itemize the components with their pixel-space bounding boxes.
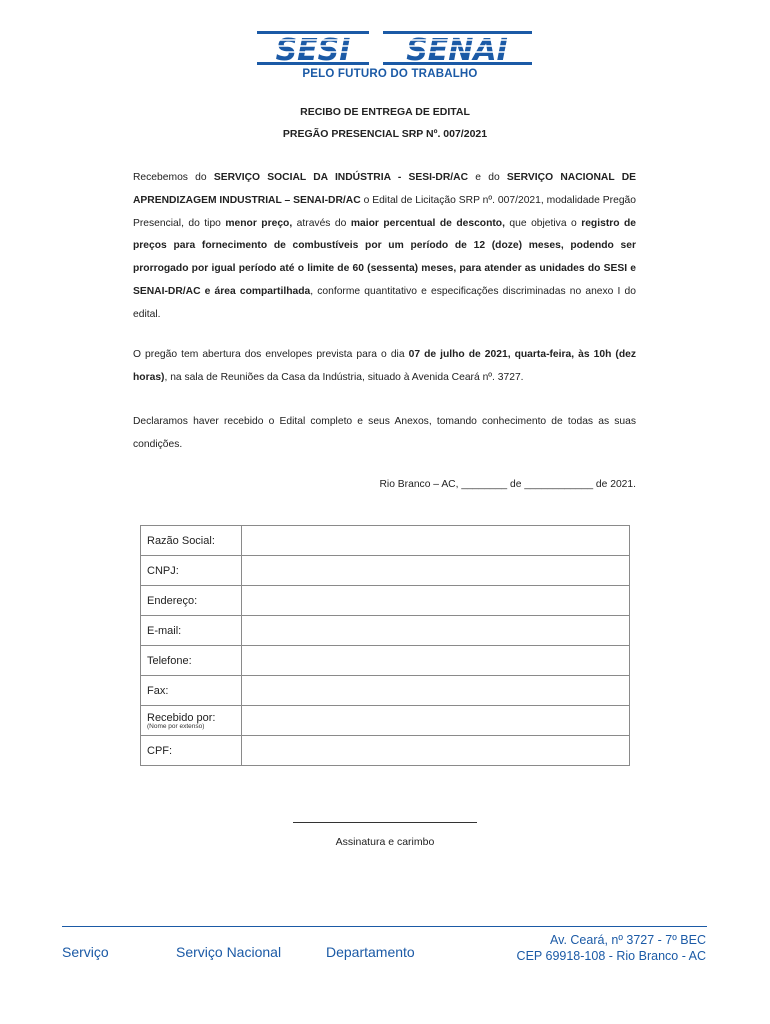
p1-text-a: Recebemos do xyxy=(133,172,214,183)
form-sublabel: (Nome por extenso) xyxy=(147,722,205,730)
p1-text-e: o Edital de Licitação SRP nº. 007/2021, modalidade Pregão Presencial, do tipo xyxy=(133,194,636,229)
form-row xyxy=(141,586,630,616)
logo-tagline: PELO FUTURO DO TRABALHO xyxy=(302,68,478,80)
form-value-field[interactable] xyxy=(242,706,630,736)
form-label-cell xyxy=(141,616,242,646)
form-label: E-mail: xyxy=(147,624,182,637)
form-label-cell xyxy=(141,586,242,616)
paragraph-opening xyxy=(133,344,636,390)
form-label-cell xyxy=(141,556,242,586)
form-label: Razão Social: xyxy=(147,534,215,547)
form-row xyxy=(141,526,630,556)
form-label-cell xyxy=(141,676,242,706)
p1-text-g: através do xyxy=(292,217,351,229)
form-value-field[interactable] xyxy=(242,736,630,766)
form-label: CNPJ: xyxy=(147,564,179,577)
logo-graphic xyxy=(257,28,532,68)
p1-objeto: registro de preços para fornecimento de combustíveis por um período de 12 (doze) meses, podendo ser prorrogado por igual período até o limite de 60 (sessenta) meses, para atender as unidades do SESI e SENAI-DR/AC e área compartilhada xyxy=(133,217,637,297)
p2-date: 07 de julho de 2021, quarta-feira, às 10h (dez horas) xyxy=(133,349,636,383)
form-row xyxy=(141,556,630,586)
form-label: Fax: xyxy=(147,684,169,697)
svg-text:SESI: SESI xyxy=(275,33,351,68)
form-value-field[interactable] xyxy=(242,556,630,586)
form-label: Telefone: xyxy=(147,654,192,667)
footer-address xyxy=(517,932,706,964)
p1-text-c: e do xyxy=(468,172,507,183)
form-row xyxy=(141,616,630,646)
footer-address-line2: CEP 69918-108 - Rio Branco - AC xyxy=(516,949,706,963)
p1-menor-preco: menor preço, xyxy=(225,217,293,229)
form-row xyxy=(141,736,630,766)
document-title: RECIBO DE ENTREGA DE EDITAL xyxy=(300,106,470,118)
p2-text-a: O pregão tem abertura dos envelopes prevista para o dia xyxy=(133,349,409,360)
footer-item-departamento: Departamento xyxy=(326,944,415,960)
form-label: CPF: xyxy=(147,744,173,757)
document-subtitle: PREGÃO PRESENCIAL SRP Nº. 007/2021 xyxy=(282,128,488,140)
form-value-field[interactable] xyxy=(242,646,630,676)
p1-maior-desconto: maior percentual de desconto, xyxy=(350,217,505,229)
p1-sesi: SERVIÇO SOCIAL DA INDÚSTRIA - SESI-DR/AC xyxy=(213,172,469,183)
signature-caption: Assinatura e carimbo xyxy=(335,836,435,848)
form-value-field[interactable] xyxy=(242,676,630,706)
form-row xyxy=(141,646,630,676)
bidder-form-table xyxy=(140,525,630,766)
form-value-field[interactable] xyxy=(242,616,630,646)
footer-item-servico: Serviço xyxy=(62,944,109,960)
p2-text-c: , na sala de Reuniões da Casa da Indústria, situado à Avenida Ceará nº. 3727. xyxy=(164,371,524,383)
form-row xyxy=(141,676,630,706)
form-row xyxy=(141,706,630,736)
signature-line xyxy=(293,822,477,823)
paragraph-receipt xyxy=(133,167,636,327)
footer-divider xyxy=(62,926,707,927)
p1-text-i: que objetiva o xyxy=(504,217,582,229)
date-line: Rio Branco – AC, ________ de ____________ de 2021. xyxy=(379,479,636,490)
form-label-cell xyxy=(141,736,242,766)
form-label-cell xyxy=(141,706,242,736)
p1-text-k: , conforme quantitativo e especificações discriminadas no anexo I do edital. xyxy=(133,285,636,320)
form-label-cell xyxy=(141,526,242,556)
footer-item-servico-nacional: Serviço Nacional xyxy=(176,944,282,960)
form-value-field[interactable] xyxy=(242,526,630,556)
paragraph-declaration: Declaramos haver recebido o Edital completo e seus Anexos, tomando conhecimento de todas as suas condições. xyxy=(133,416,636,450)
form-label: Endereço: xyxy=(147,594,198,607)
form-value-field[interactable] xyxy=(242,586,630,616)
footer-address-line1: Av. Ceará, nº 3727 - 7º BEC xyxy=(550,933,706,947)
form-label-cell xyxy=(141,646,242,676)
svg-text:SENAI: SENAI xyxy=(406,33,508,68)
p1-senai: SERVIÇO NACIONAL DE APRENDIZAGEM INDUSTRIAL – SENAI-DR/AC xyxy=(133,172,637,206)
form-label: Recebido por: xyxy=(147,711,216,724)
